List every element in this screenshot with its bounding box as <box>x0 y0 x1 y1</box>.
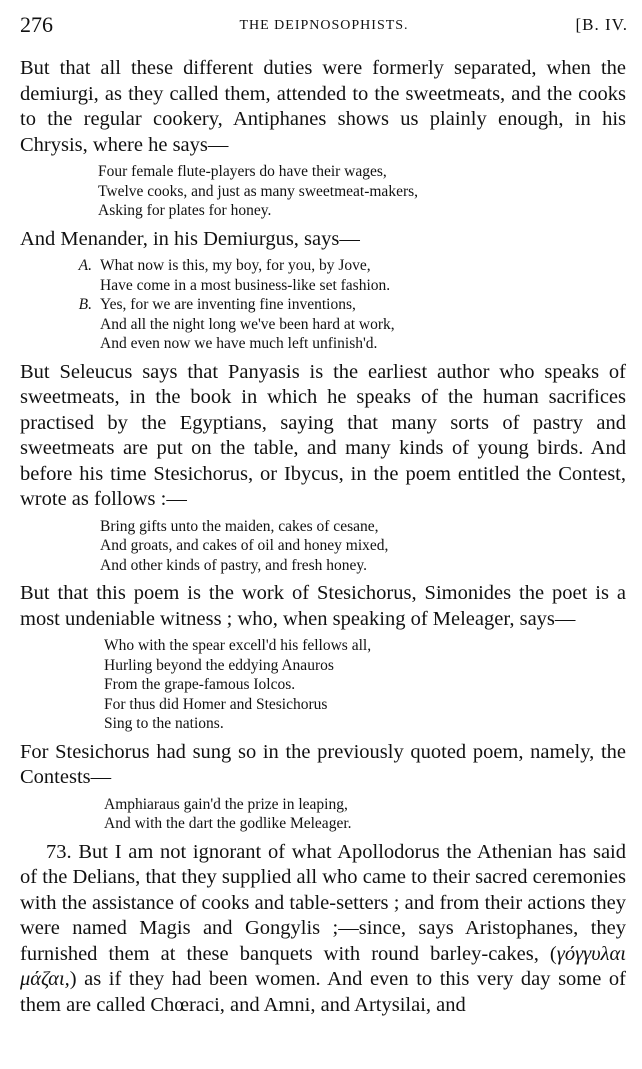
speaker-label: B. <box>78 296 92 313</box>
verse-line: From the grape-famous Iolcos. <box>104 676 296 693</box>
verse-contest <box>20 517 626 576</box>
verse-line: Amphiaraus gain'd the prize in leaping, <box>104 795 348 813</box>
page-body <box>20 56 626 1018</box>
verse-line <box>58 315 626 335</box>
verse-line: Asking for plates for honey. <box>98 202 272 219</box>
verse-text: What now is this, my boy, for you, by Jove, <box>100 257 371 274</box>
verse-line <box>58 334 626 354</box>
verse-contests <box>20 795 626 834</box>
verse-line: And other kinds of pastry, and fresh honey. <box>100 556 368 574</box>
verse-line: And groats, and cakes of oil and honey mixed, <box>100 537 389 554</box>
verse-simonides <box>20 636 626 734</box>
paragraph-seleucus: But Seleucus says that Panyasis is the earliest author who speaks of sweetmeats, in the book in which he speaks of the human sacrifices practised by the Egyptians, saying that many sorts of pastry and sweetmeats are put on the table, and many kinds of young birds. And before his time Stesichorus, or Ibycus, in the poem entitled the Contest, wrote as follows :— <box>20 360 626 510</box>
verse-line: Hurling beyond the eddying Anauros <box>104 656 334 674</box>
text-run: ) as if they had been women. And even to this very day some of them are called Chœraci, and Amni, and Artysilai, and <box>20 968 626 1016</box>
paragraph-antiphanes: But that all these different duties were formerly separated, when the demiurgi, as they called them, attended to the sweetmeats, and the cooks to the regular cookery, Antiphanes shows us plainly enough, in his Chrysis, where he says— <box>20 57 626 156</box>
verse-line <box>58 295 626 315</box>
verse-text: And all the night long we've been hard at work, <box>100 315 395 333</box>
paragraph-73-apollodorus <box>20 840 626 1019</box>
verse-line: Four female flute-players do have their wages, <box>98 163 387 180</box>
verse-line: Bring gifts unto the maiden, cakes of cesane, <box>100 517 379 535</box>
verse-line: For thus did Homer and Stesichorus <box>104 695 328 713</box>
verse-text: And even now we have much left unfinish'd. <box>100 335 378 352</box>
verse-line: Sing to the nations. <box>104 715 224 732</box>
verse-line: And with the dart the godlike Meleager. <box>104 815 352 832</box>
speaker-label: A. <box>78 257 92 274</box>
paragraph-menander: And Menander, in his Demiurgus, says— <box>20 227 360 250</box>
verse-text: Have come in a most business-like set fashion. <box>100 276 391 294</box>
verse-chrysis <box>20 162 626 221</box>
paragraph-simonides: But that this poem is the work of Stesichorus, Simonides the poet is a most undeniable witness ; who, when speaking of Meleager, says— <box>20 582 626 630</box>
paragraph-stesichorus: For Stesichorus had sung so in the previously quoted poem, namely, the Contests— <box>20 740 626 788</box>
verse-line: Twelve cooks, and just as many sweetmeat-makers, <box>98 182 419 200</box>
text-run: 73. But I am not ignorant of what Apollodorus the Athenian has said of the Delians, that they supplied all who came to their sacred ceremonies with the assistance of cooks and table-setters ; and from their actions they were named Magis and Gongylis ;—since, says Aristophanes, they furnished them at these banquets with round barley-cakes, ( <box>20 840 626 965</box>
running-header <box>20 12 628 38</box>
verse-line <box>58 256 626 276</box>
greek-phrase: γόγγυλαι μάζαι, <box>20 942 626 990</box>
page-number: 276 <box>20 12 53 37</box>
verse-text: Yes, for we are inventing fine inventions, <box>100 296 356 313</box>
verse-line <box>58 276 626 296</box>
running-title: THE DEIPNOSOPHISTS. <box>239 18 409 33</box>
book-number: [B. IV. <box>575 15 628 34</box>
verse-line: Who with the spear excell'd his fellows all, <box>104 637 372 654</box>
verse-demiurgus <box>20 256 626 354</box>
